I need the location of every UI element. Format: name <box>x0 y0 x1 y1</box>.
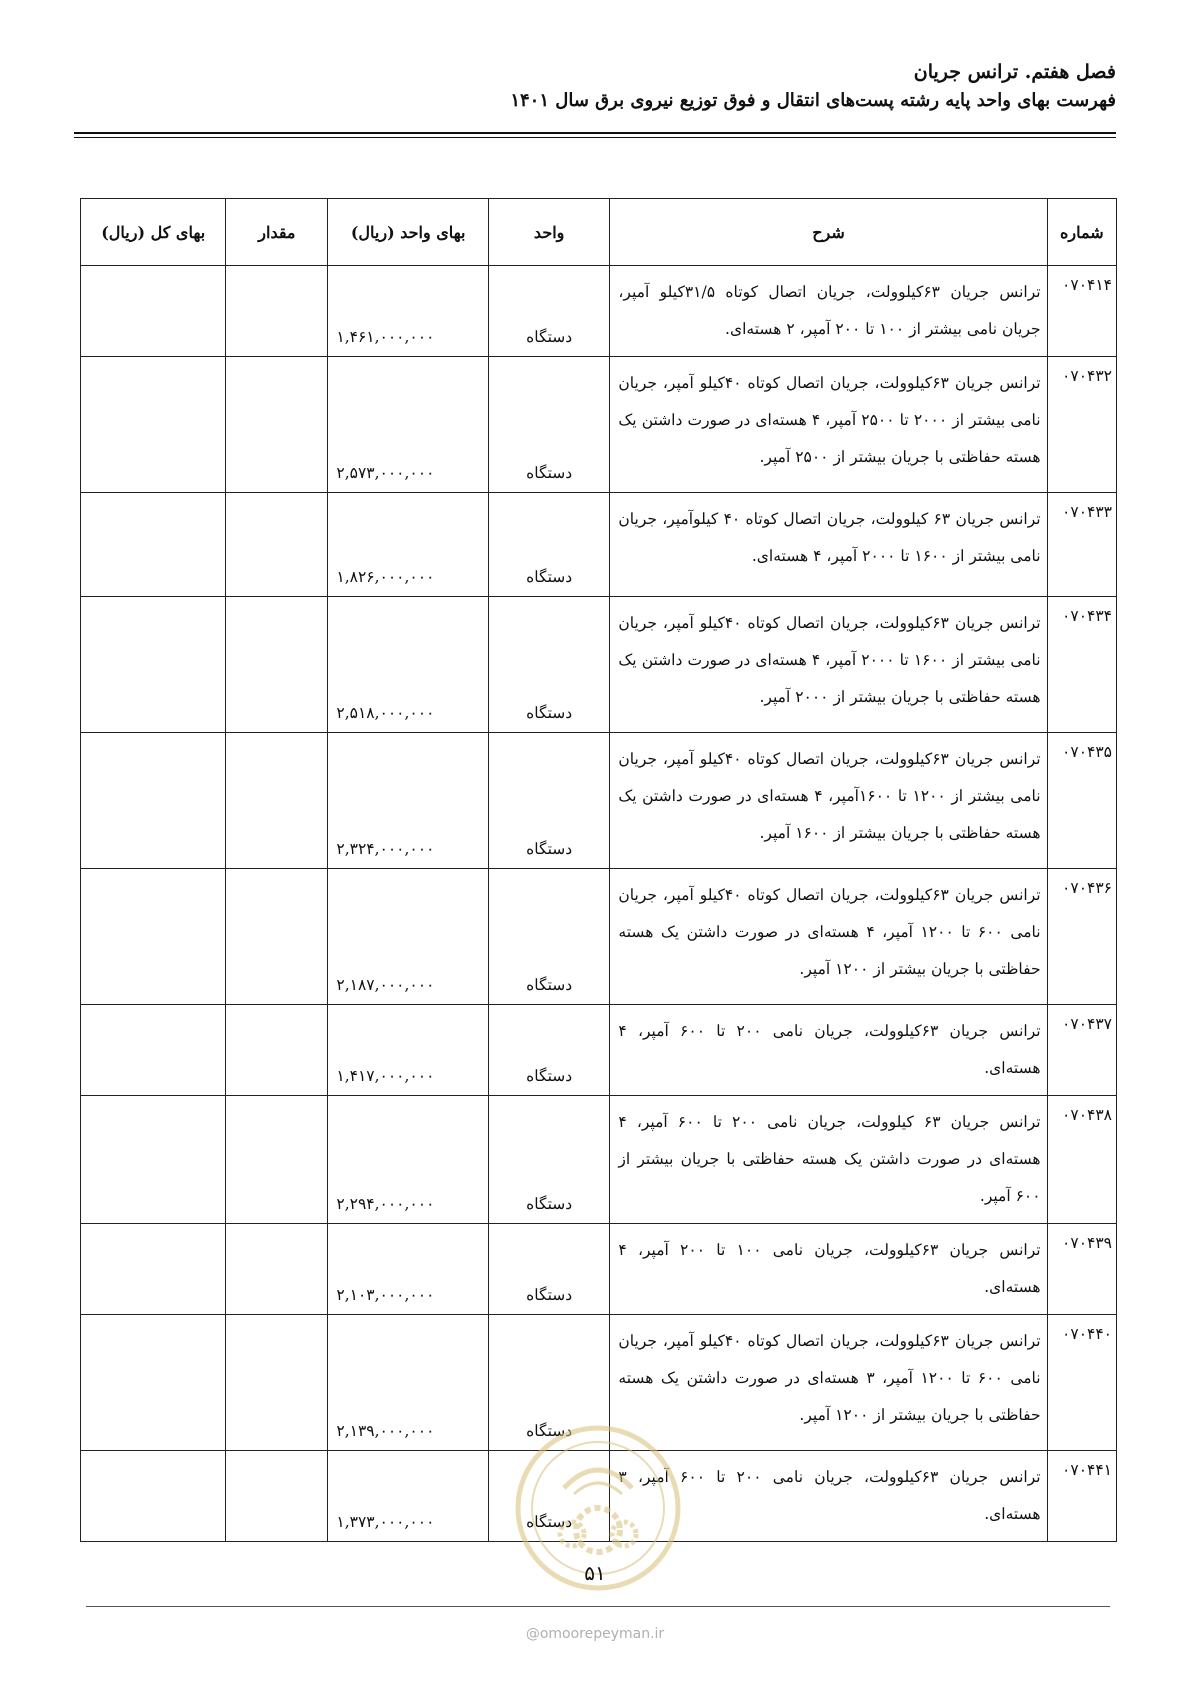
item-code: ۰۷۰۴۴۰ <box>1047 1315 1116 1451</box>
item-code: ۰۷۰۴۳۳ <box>1047 493 1116 597</box>
item-total-price <box>81 266 226 357</box>
item-description: ترانس جریان ۶۳کیلوولت، جریان نامی ۱۰۰ تا ۲۰۰ آمپر، ۴ هسته‌ای. <box>610 1224 1047 1315</box>
item-code: ۰۷۰۴۳۷ <box>1047 1005 1116 1096</box>
item-quantity <box>226 266 328 357</box>
item-description: ترانس جریان ۶۳کیلوولت، جریان اتصال کوتاه ۴۰کیلو آمپر، جریان نامی ۶۰۰ تا ۱۲۰۰ آمپر، ۳ هسته‌ای در صورت داشتن یک هسته حفاظتی با جریان بیشتر از ۱۲۰۰ آمپر. <box>610 1315 1047 1451</box>
item-unit-price: ۲,۱۰۳,۰۰۰,۰۰۰ <box>328 1224 489 1315</box>
item-unit-price: ۱,۳۷۳,۰۰۰,۰۰۰ <box>328 1451 489 1542</box>
table-row <box>81 1451 1117 1542</box>
header-unit: واحد <box>488 199 609 266</box>
item-total-price <box>81 1224 226 1315</box>
item-quantity <box>226 1315 328 1451</box>
item-description: ترانس جریان ۶۳ کیلوولت، جریان اتصال کوتاه ۴۰ کیلوآمپر، جریان نامی بیشتر از ۱۶۰۰ تا ۲۰۰۰ آمپر، ۴ هسته‌ای. <box>610 493 1047 597</box>
table-row <box>81 357 1117 493</box>
item-total-price <box>81 733 226 869</box>
item-quantity <box>226 493 328 597</box>
item-unit: دستگاه <box>488 597 609 733</box>
item-unit: دستگاه <box>488 733 609 869</box>
table-row <box>81 1315 1117 1451</box>
header-unit-price: بهای واحد (ریال) <box>328 199 489 266</box>
item-quantity <box>226 1005 328 1096</box>
item-quantity <box>226 357 328 493</box>
item-unit: دستگاه <box>488 869 609 1005</box>
table-row <box>81 869 1117 1005</box>
item-unit: دستگاه <box>488 1005 609 1096</box>
item-code: ۰۷۰۴۳۲ <box>1047 357 1116 493</box>
item-unit-price: ۱,۴۶۱,۰۰۰,۰۰۰ <box>328 266 489 357</box>
item-total-price <box>81 1005 226 1096</box>
item-unit: دستگاه <box>488 493 609 597</box>
item-total-price <box>81 597 226 733</box>
item-total-price <box>81 493 226 597</box>
item-unit-price: ۲,۲۹۴,۰۰۰,۰۰۰ <box>328 1096 489 1224</box>
item-unit-price: ۱,۴۱۷,۰۰۰,۰۰۰ <box>328 1005 489 1096</box>
item-code: ۰۷۰۴۳۹ <box>1047 1224 1116 1315</box>
table-row <box>81 1096 1117 1224</box>
footer-rule <box>86 1606 1110 1607</box>
item-description: ترانس جریان ۶۳کیلوولت، جریان اتصال کوتاه ۴۰کیلو آمپر، جریان نامی بیشتر از ۲۰۰۰ تا ۲۵۰۰ آمپر، ۴ هسته‌ای در صورت داشتن یک هسته حفاظتی با جریان بیشتر از ۲۵۰۰ آمپر. <box>610 357 1047 493</box>
table-row <box>81 493 1117 597</box>
item-total-price <box>81 1315 226 1451</box>
item-quantity <box>226 1224 328 1315</box>
header-code: شماره <box>1047 199 1116 266</box>
table-row <box>81 597 1117 733</box>
item-unit-price: ۲,۵۱۸,۰۰۰,۰۰۰ <box>328 597 489 733</box>
header-total-price: بهای کل (ریال) <box>81 199 226 266</box>
item-quantity <box>226 1096 328 1224</box>
table-row <box>81 1224 1117 1315</box>
item-description: ترانس جریان ۶۳کیلوولت، جریان نامی ۲۰۰ تا ۶۰۰ آمپر، ۳ هسته‌ای. <box>610 1451 1047 1542</box>
item-code: ۰۷۰۴۱۴ <box>1047 266 1116 357</box>
chapter-title: فصل هفتم. ترانس جریان <box>913 61 1116 83</box>
header-rule-thick <box>74 132 1116 134</box>
item-code: ۰۷۰۴۳۶ <box>1047 869 1116 1005</box>
table-header-row <box>81 199 1117 266</box>
table-row <box>81 733 1117 869</box>
item-description: ترانس جریان ۶۳کیلوولت، جریان اتصال کوتاه ۴۰کیلو آمپر، جریان نامی بیشتر از ۱۶۰۰ تا ۲۰۰۰ آمپر، ۴ هسته‌ای در صورت داشتن یک هسته حفاظتی با جریان بیشتر از ۲۰۰۰ آمپر. <box>610 597 1047 733</box>
header-description: شرح <box>610 199 1047 266</box>
item-unit: دستگاه <box>488 1451 609 1542</box>
item-total-price <box>81 1096 226 1224</box>
item-description: ترانس جریان ۶۳کیلوولت، جریان نامی ۲۰۰ تا ۶۰۰ آمپر، ۴ هسته‌ای. <box>610 1005 1047 1096</box>
item-unit-price: ۲,۱۳۹,۰۰۰,۰۰۰ <box>328 1315 489 1451</box>
price-list-table <box>80 198 1117 1542</box>
item-total-price <box>81 869 226 1005</box>
item-description: ترانس جریان ۶۳کیلوولت، جریان اتصال کوتاه ۳۱/۵کیلو آمپر، جریان نامی بیشتر از ۱۰۰ تا ۲۰۰ آمپر، ۲ هسته‌ای. <box>610 266 1047 357</box>
item-description: ترانس جریان ۶۳ کیلوولت، جریان نامی ۲۰۰ تا ۶۰۰ آمپر، ۴ هسته‌ای در صورت داشتن یک هسته حفاظتی با جریان بیشتر از ۶۰۰ آمپر. <box>610 1096 1047 1224</box>
item-code: ۰۷۰۴۴۱ <box>1047 1451 1116 1542</box>
header-quantity: مقدار <box>226 199 328 266</box>
page-number: ۵۱ <box>584 1561 606 1585</box>
item-unit: دستگاه <box>488 357 609 493</box>
item-total-price <box>81 357 226 493</box>
header-rule-thin <box>74 137 1116 138</box>
item-unit-price: ۲,۳۲۴,۰۰۰,۰۰۰ <box>328 733 489 869</box>
item-unit-price: ۱,۸۲۶,۰۰۰,۰۰۰ <box>328 493 489 597</box>
item-description: ترانس جریان ۶۳کیلوولت، جریان اتصال کوتاه ۴۰کیلو آمپر، جریان نامی بیشتر از ۱۲۰۰ تا ۱۶۰۰آمپر، ۴ هسته‌ای در صورت داشتن یک هسته حفاظتی با جریان بیشتر از ۱۶۰۰ آمپر. <box>610 733 1047 869</box>
item-code: ۰۷۰۴۳۸ <box>1047 1096 1116 1224</box>
table-row <box>81 266 1117 357</box>
item-unit: دستگاه <box>488 1224 609 1315</box>
item-code: ۰۷۰۴۳۴ <box>1047 597 1116 733</box>
item-quantity <box>226 733 328 869</box>
item-quantity <box>226 1451 328 1542</box>
item-unit: دستگاه <box>488 266 609 357</box>
item-code: ۰۷۰۴۳۵ <box>1047 733 1116 869</box>
item-unit-price: ۲,۱۸۷,۰۰۰,۰۰۰ <box>328 869 489 1005</box>
table-row <box>81 1005 1117 1096</box>
page-header <box>74 58 1116 116</box>
item-description: ترانس جریان ۶۳کیلوولت، جریان اتصال کوتاه ۴۰کیلو آمپر، جریان نامی ۶۰۰ تا ۱۲۰۰ آمپر، ۴ هسته‌ای در صورت داشتن یک هسته حفاظتی با جریان بیشتر از ۱۲۰۰ آمپر. <box>610 869 1047 1005</box>
item-unit: دستگاه <box>488 1096 609 1224</box>
item-unit: دستگاه <box>488 1315 609 1451</box>
item-unit-price: ۲,۵۷۳,۰۰۰,۰۰۰ <box>328 357 489 493</box>
document-subtitle: فهرست بهای واحد پایه رشته پست‌های انتقال و فوق توزیع نیروی برق سال ۱۴۰۱ <box>510 90 1116 111</box>
item-quantity <box>226 869 328 1005</box>
item-total-price <box>81 1451 226 1542</box>
website-watermark: @omoorepeyman.ir <box>525 1626 665 1642</box>
item-quantity <box>226 597 328 733</box>
